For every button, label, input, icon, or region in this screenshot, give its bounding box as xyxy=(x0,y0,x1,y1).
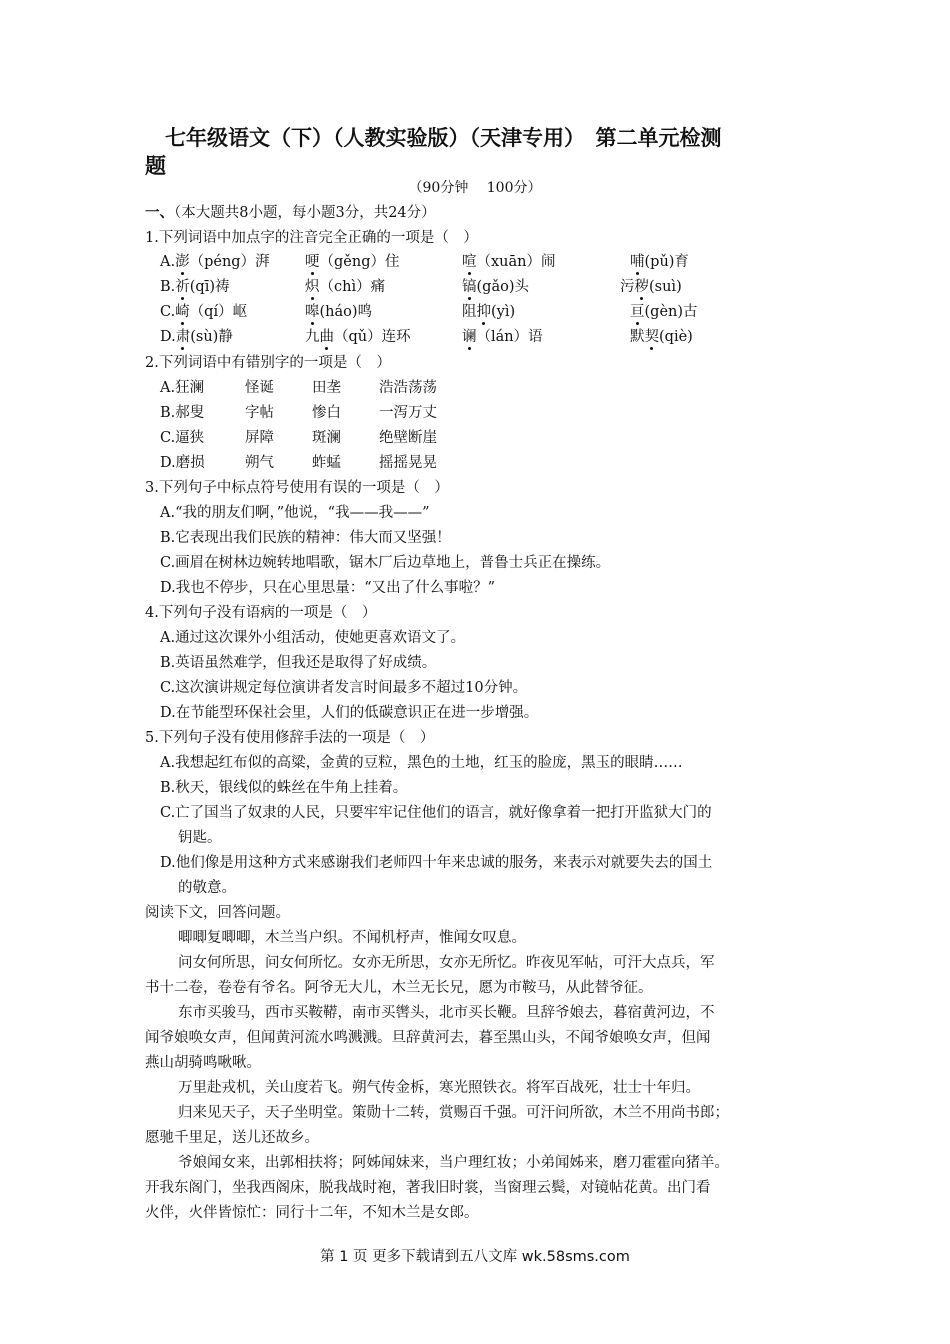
q1-b-term-4: 污秽(suì) xyxy=(620,279,682,295)
q1-option-a xyxy=(160,252,720,274)
q1-c-term-4: 亘(gèn)古 xyxy=(630,304,698,320)
q5-option-c-line-1: C.亡了国当了奴隶的人民，只要牢牢记住他们的语言，就好像拿着一把打开监狱大门的 xyxy=(160,805,712,821)
q3-option-a: A.“我的朋友们啊，”他说，“我——我——” xyxy=(160,505,430,521)
q2-option-a: A.狂澜 怪诞 田垄 浩浩荡荡 xyxy=(160,380,437,396)
q5-option-d-line-1: D.他们像是用这种方式来感谢我们老师四十年来忠诚的服务，来表示对就要失去的国土 xyxy=(160,855,713,871)
page-footer: 第 1 页 更多下载请到五八文库 wk.58sms.com xyxy=(320,1249,630,1265)
q1-option-b xyxy=(160,277,720,299)
q1-b-term-3: 镐(gǎo)头 xyxy=(462,279,529,295)
q3-option-d: D.我也不停步，只在心里思量：“又出了什么事啦？” xyxy=(160,580,496,596)
passage-paragraph-3-line-3: 燕山胡骑鸣啾啾。 xyxy=(145,1055,261,1071)
passage-paragraph-4: 万里赴戎机，关山度若飞。朔气传金柝，寒光照铁衣。将军百战死，壮士十年归。 xyxy=(178,1080,700,1096)
q1-c-term-3: 阻抑(yì) xyxy=(462,304,516,320)
passage-paragraph-5-line-2: 愿驰千里足，送儿还故乡。 xyxy=(145,1130,319,1146)
q1-d-term-2: 九曲（qǔ）连环 xyxy=(305,329,411,345)
section-1-heading xyxy=(145,203,436,223)
q1-stem: 1.下列词语中加点字的注音完全正确的一项是（ ） xyxy=(145,230,478,246)
q1-option-c xyxy=(160,302,720,324)
q4-option-a: A.通过这次课外小组活动，使她更喜欢语文了。 xyxy=(160,630,466,646)
passage-paragraph-5-line-1: 归来见天子，天子坐明堂。策勋十二转，赏赐百千强。可汗问所欲，木兰不用尚书郎； xyxy=(178,1105,729,1121)
q1-c-term-1: C.崎（qí）岖 xyxy=(160,304,248,320)
section-1-description: （本大题共8小题，每小题3分，共24分） xyxy=(174,205,436,221)
title-line-1: 七年级语文（下）（人教实验版）（天津专用） 第二单元检测 xyxy=(165,126,722,150)
q4-option-b: B.英语虽然难学，但我还是取得了好成绩。 xyxy=(160,655,437,671)
q4-option-d: D.在节能型环保社会里，人们的低碳意识正在进一步增强。 xyxy=(160,705,539,721)
q1-d-term-1: D.肃(sù)静 xyxy=(160,329,233,345)
q1-b-term-2: 炽（chì）痛 xyxy=(305,279,386,295)
q1-a-term-1: A.澎（péng）湃 xyxy=(160,254,270,270)
passage-paragraph-3-line-2: 闻爷娘唤女声，但闻黄河流水鸣溅溅。旦辞黄河去，暮至黑山头，不闻爷娘唤女声，但闻 xyxy=(145,1030,711,1046)
q5-stem: 5.下列句子没有使用修辞手法的一项是（ ） xyxy=(145,730,435,746)
passage-paragraph-3-line-1: 东市买骏马，西市买鞍鞯，南市买辔头，北市买长鞭。旦辞爷娘去，暮宿黄河边，不 xyxy=(178,1005,715,1021)
q3-option-b: B.它表现出我们民族的精神：伟大而又坚强！ xyxy=(160,530,451,546)
q1-a-term-3: 喧（xuān）闹 xyxy=(462,254,556,270)
q5-option-d-line-2: 的敬意。 xyxy=(178,880,236,896)
q1-a-term-4: 哺(pǔ)育 xyxy=(630,254,689,270)
passage-paragraph-6-line-2: 开我东阁门，坐我西阁床，脱我战时袍，著我旧时裳，当窗理云鬓，对镜帖花黄。出门看 xyxy=(145,1180,711,1196)
q1-b-term-1: B.祈(qī)祷 xyxy=(160,279,230,295)
q5-option-b: B.秋天，银线似的蛛丝在牛角上挂着。 xyxy=(160,780,408,796)
q4-stem: 4.下列句子没有语病的一项是（ ） xyxy=(145,605,377,621)
page-title xyxy=(145,124,825,180)
q2-option-d: D.磨损 朔气 蚱蜢 摇摇晃晃 xyxy=(160,455,437,471)
q1-c-term-2: 嗥(háo)鸣 xyxy=(305,304,373,320)
passage-paragraph-6-line-1: 爷娘闻女来，出郭相扶将；阿姊闻妹来，当户理红妆；小弟闻姊来，磨刀霍霍向猪羊。 xyxy=(178,1155,729,1171)
passage-paragraph-1: 唧唧复唧唧，木兰当户织。不闻机杼声，惟闻女叹息。 xyxy=(178,930,526,946)
reading-intro: 阅读下文，回答问题。 xyxy=(145,905,290,921)
q1-d-term-4: 默契(qiè) xyxy=(630,329,693,345)
q2-option-c: C.逼狭 屏障 斑澜 绝壁断崖 xyxy=(160,430,437,446)
exam-duration-score: （90分钟 100分） xyxy=(408,180,542,196)
title-line-2: 题 xyxy=(145,154,166,178)
section-1-label: 一、 xyxy=(145,204,174,221)
q2-stem: 2.下列词语中有错别字的一项是（ ） xyxy=(145,355,391,371)
q1-option-d xyxy=(160,327,720,349)
passage-paragraph-6-line-3: 火伴，火伴皆惊忙：同行十二年，不知木兰是女郎。 xyxy=(145,1205,479,1221)
q3-stem: 3.下列句子中标点符号使用有误的一项是（ ） xyxy=(145,480,449,496)
passage-paragraph-2-line-1: 问女何所思，问女何所忆。女亦无所思，女亦无所忆。昨夜见军帖，可汗大点兵，军 xyxy=(178,955,715,971)
q3-option-c: C.画眉在树林边婉转地唱歌，锯木厂后边草地上，普鲁士兵正在操练。 xyxy=(160,555,611,571)
q5-option-a: A.我想起红布似的高粱，金黄的豆粒，黑色的土地，红玉的脸庞，黑玉的眼睛…… xyxy=(160,755,683,771)
q1-a-term-2: 哽（gěng）住 xyxy=(305,254,400,270)
q5-option-c-line-2: 钥匙。 xyxy=(178,830,222,846)
q1-d-term-3: 谰（lán）语 xyxy=(462,329,543,345)
q2-option-b: B.郝叟 字帖 惨白 一泻万丈 xyxy=(160,405,437,421)
q4-option-c: C.这次演讲规定每位演讲者发言时间最多不超过10分钟。 xyxy=(160,680,528,696)
passage-paragraph-2-line-2: 书十二卷，卷卷有爷名。阿爷无大儿，木兰无长兄，愿为市鞍马，从此替爷征。 xyxy=(145,980,653,996)
